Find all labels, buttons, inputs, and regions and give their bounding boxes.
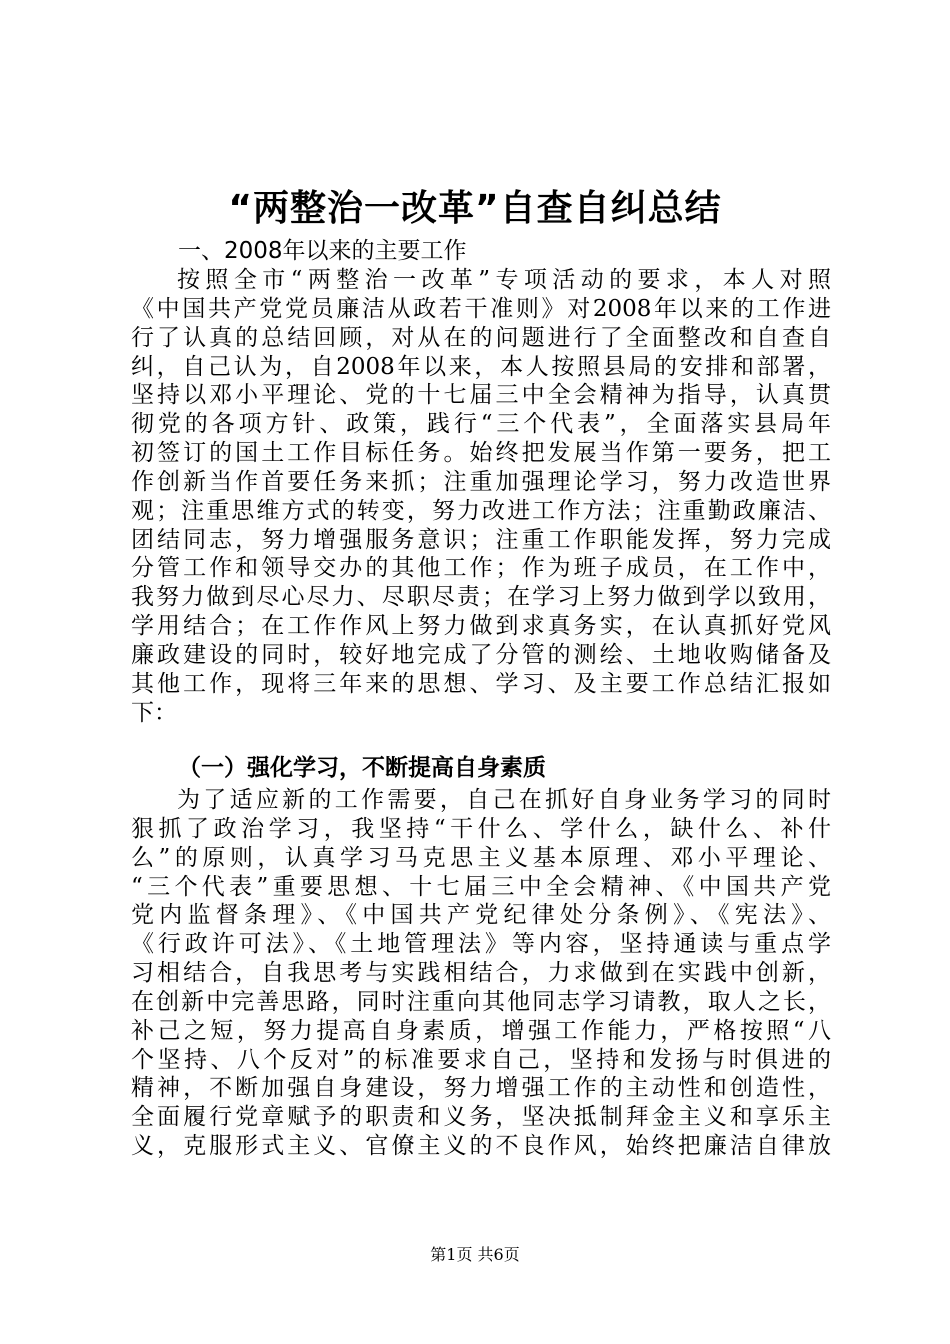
paragraph-line: 坚持以邓小平理论、党的十七届三中全会精神为指导，认真贯 — [131, 382, 831, 409]
paragraph-line: 补己之短，努力提高自身素质，增强工作能力，严格按照“八 — [131, 1017, 831, 1044]
paragraph-line: 学用结合；在工作作风上努力做到求真务实，在认真抓好党风 — [131, 613, 831, 640]
paragraph-line: 下： — [131, 699, 177, 726]
paragraph-line: “三个代表”重要思想、十七届三中全会精神、《中国共产党 — [131, 873, 831, 900]
paragraph-line: 观；注重思维方式的转变，努力改进工作方法；注重勤政廉洁、 — [131, 497, 831, 524]
page-number-footer: 第1页 共6页 — [430, 1245, 520, 1264]
paragraph-line: 习相结合，自我思考与实践相结合，力求做到在实践中创新， — [131, 960, 831, 987]
paragraph-line: 精神，不断加强自身建设，努力增强工作的主动性和创造性， — [131, 1075, 831, 1102]
paragraph-line: 狠抓了政治学习，我坚持“干什么、学什么，缺什么、补什 — [131, 815, 831, 842]
document-title: “两整治一改革”自查自纠总结 — [228, 188, 722, 229]
paragraph-line: 廉政建设的同时，较好地完成了分管的测绘、土地收购储备及 — [131, 641, 831, 668]
paragraph-line: 为了适应新的工作需要，自己在抓好自身业务学习的同时 — [177, 787, 831, 813]
paragraph-line: 作创新当作首要任务来抓；注重加强理论学习，努力改造世界 — [131, 468, 831, 495]
paragraph-line: 义，克服形式主义、官僚主义的不良作风，始终把廉洁自律放 — [131, 1133, 831, 1160]
paragraph-line: 《中国共产党党员廉洁从政若干准则》对2008年以来的工作进 — [131, 295, 831, 322]
paragraph-line: 彻党的各项方针、政策，践行“三个代表”，全面落实县局年 — [131, 411, 831, 438]
paragraph-line: 按照全市“两整治一改革”专项活动的要求，本人对照 — [177, 267, 831, 293]
paragraph-main-work — [131, 266, 831, 728]
paragraph-line: 党内监督条理》、《中国共产党纪律处分条例》、《宪法》、 — [131, 902, 831, 929]
paragraph-line: 纠，自己认为，自2008年以来，本人按照县局的安排和部署， — [131, 353, 831, 380]
paragraph-line: 分管工作和领导交办的其他工作；作为班子成员，在工作中， — [131, 555, 831, 582]
paragraph-line: 《行政许可法》、《土地管理法》等内容，坚持通读与重点学 — [131, 931, 831, 958]
section-heading-main-work: 一、2008年以来的主要工作 — [178, 238, 467, 264]
paragraph-line: 全面履行党章赋予的职责和义务，坚决抵制拜金主义和享乐主 — [131, 1104, 831, 1131]
paragraph-line: 在创新中完善思路，同时注重向其他同志学习请教，取人之长， — [131, 988, 831, 1015]
paragraph-line: 么”的原则，认真学习马克思主义基本原理、邓小平理论、 — [131, 844, 831, 871]
paragraph-line: 团结同志，努力增强服务意识；注重工作职能发挥，努力完成 — [131, 526, 831, 553]
section-heading-study: （一）强化学习，不断提高自身素质 — [178, 755, 546, 781]
paragraph-line: 个坚持、八个反对”的标准要求自己，坚持和发扬与时俱进的 — [131, 1046, 831, 1073]
paragraph-study — [131, 786, 831, 1161]
paragraph-line: 我努力做到尽心尽力、尽职尽责；在学习上努力做到学以致用， — [131, 584, 831, 611]
paragraph-line: 其他工作，现将三年来的思想、学习、及主要工作总结汇报如 — [131, 670, 831, 697]
paragraph-line: 初签订的国土工作目标任务。始终把发展当作第一要务，把工 — [131, 440, 831, 467]
paragraph-line: 行了认真的总结回顾，对从在的问题进行了全面整改和自查自 — [131, 324, 831, 351]
